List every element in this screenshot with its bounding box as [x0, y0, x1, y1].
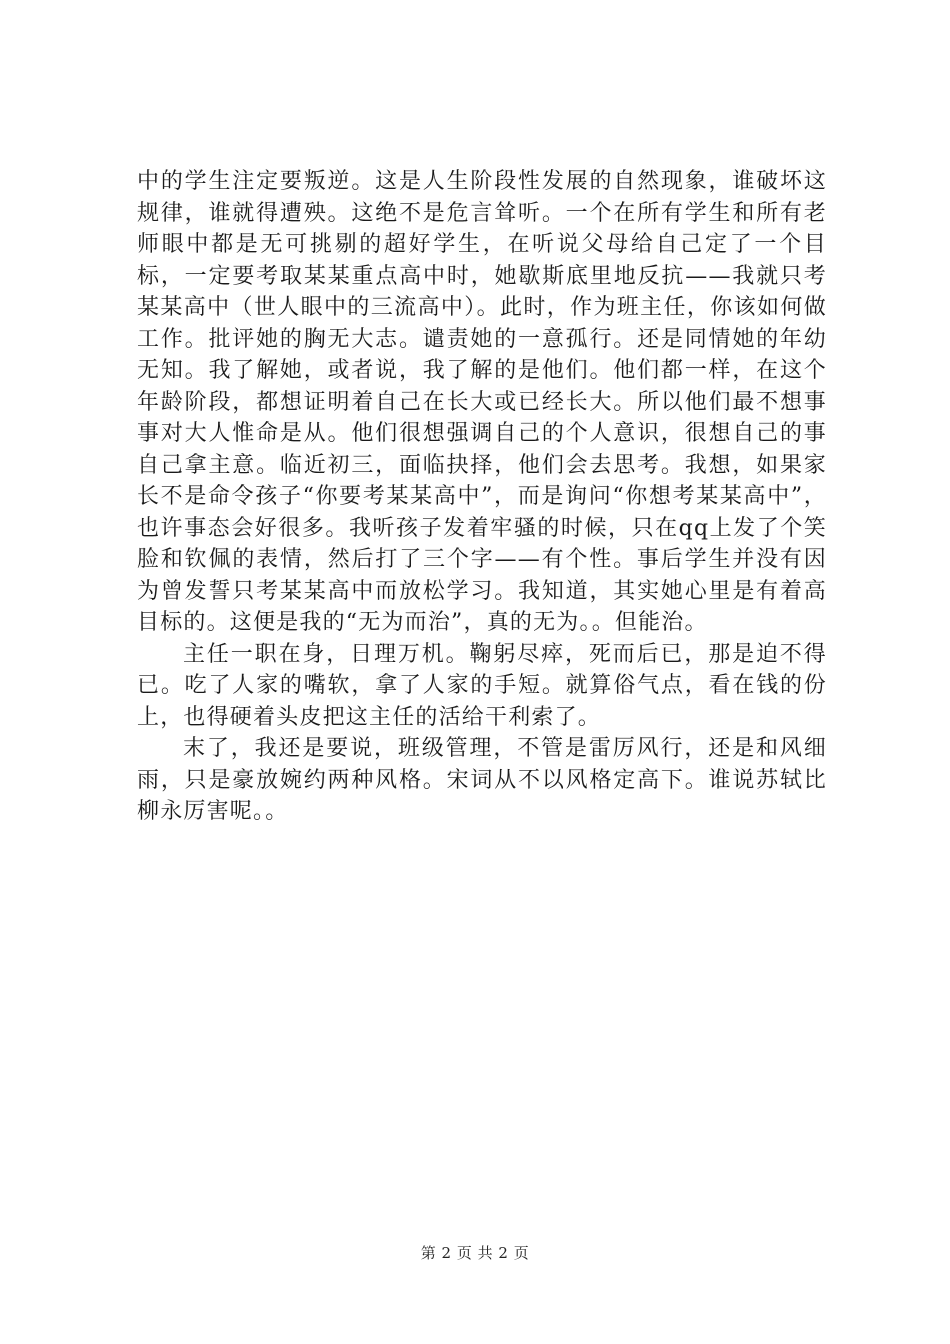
paragraph-director-duty: 主任一职在身，日理万机。鞠躬尽瘁，死而后已，那是迫不得已。吃了人家的嘴软，拿了人家的手短。就算俗气点，看在钱的份上，也得硬着头皮把这主任的活给干利索了。 [137, 641, 827, 730]
document-body [137, 166, 827, 828]
page-number-footer: 第 2 页 共 2 页 [420, 1244, 530, 1262]
paragraph-conclusion: 末了，我还是要说，班级管理，不管是雷厉风行，还是和风细雨，只是豪放婉约两种风格。宋词从不以风格定高下。谁说苏轼比柳永厉害呢。。 [137, 736, 827, 824]
paragraph-continuation: 中的学生注定要叛逆。这是人生阶段性发展的自然现象，谁破坏这规律，谁就得遭殃。这绝不是危言耸听。一个在所有学生和所有老师眼中都是无可挑剔的超好学生，在听说父母给自己定了一个目标，一定要考取某某重点高中时，她歇斯底里地反抗——我就只考某某高中（世人眼中的三流高中）。此时，作为班主任，你该如何做工作。批评她的胸无大志。谴责她的一意孤行。还是同情她的年幼无知。我了解她，或者说，我了解的是他们。他们都一样，在这个年龄阶段，都想证明着自己在长大或已经长大。所以他们最不想事事对大人惟命是从。他们很想强调自己的个人意识，很想自己的事自己拿主意。临近初三，面临抉择，他们会去思考。我想，如果家长不是命令孩子“你要考某某高中”，而是询问“你想考某某高中”，也许事态会好很多。我听孩子发着牢骚的时候，只在qq上发了个笑脸和钦佩的表情，然后打了三个字——有个性。事后学生并没有因为曾发誓只考某某高中而放松学习。我知道，其实她心里是有着高目标的。这便是我的“无为而治”，真的无为。。但能治。 [137, 169, 827, 635]
